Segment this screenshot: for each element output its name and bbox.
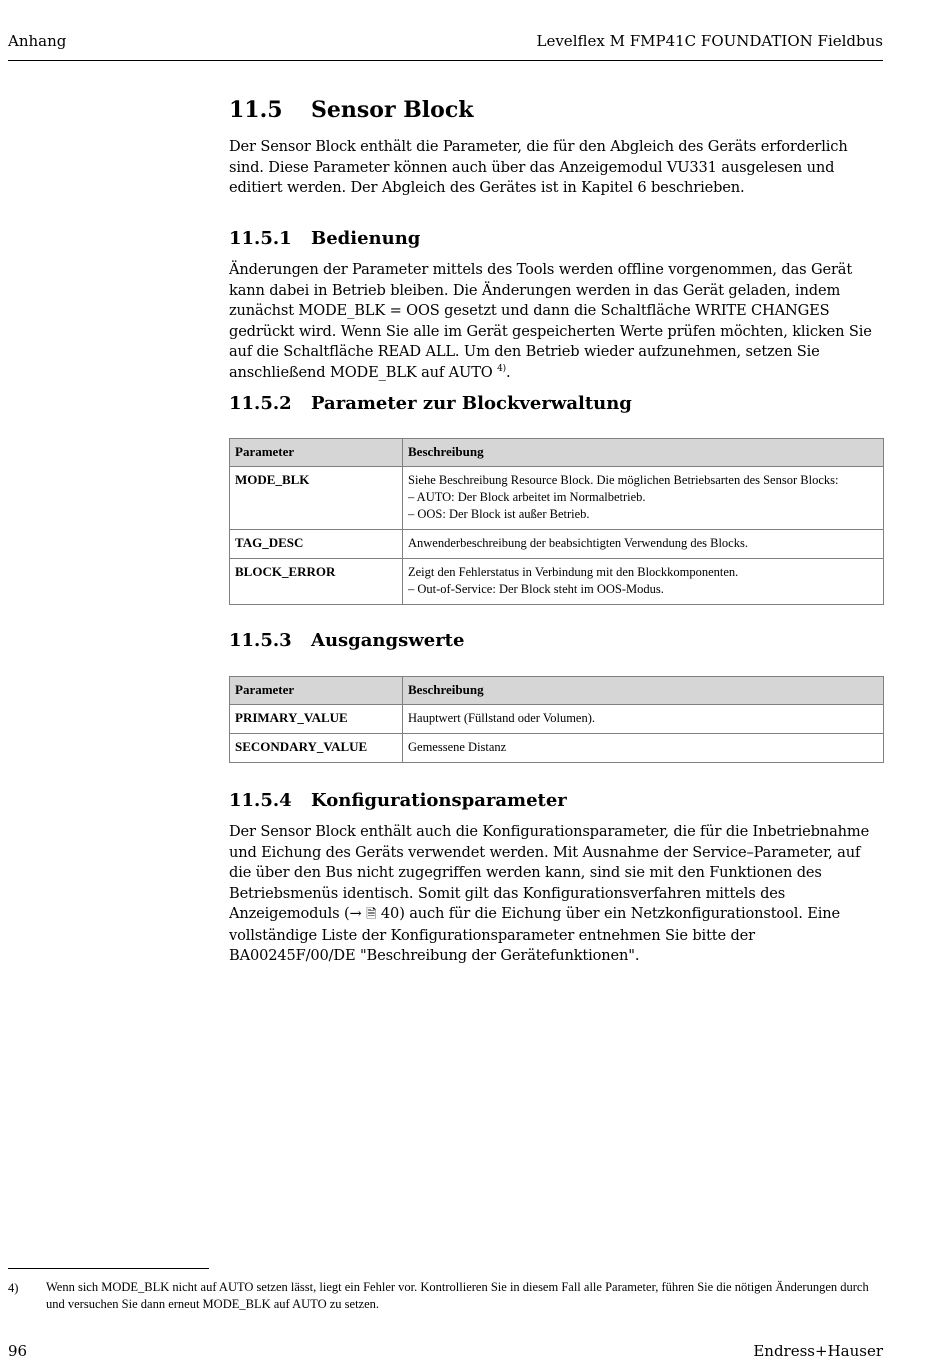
param-name: TAG_DESC bbox=[230, 530, 403, 559]
param-description: Hauptwert (Füllstand oder Volumen). bbox=[403, 705, 884, 734]
param-name: PRIMARY_VALUE bbox=[230, 705, 403, 734]
col-parameter-header: Parameter bbox=[230, 439, 403, 467]
sub3-number: 11.5.3 bbox=[229, 630, 292, 651]
table-row bbox=[230, 705, 884, 734]
header-section-label: Anhang bbox=[8, 32, 67, 50]
sub4-text-b: ) auch für die Eichung über ein Netzkonfigurationstool. Eine vollständige Liste der Konfigurationsparameter entnehmen Sie bitte der BA00245F/00/DE "Beschreibung der Gerätefunktionen". bbox=[229, 905, 840, 964]
sub3-heading bbox=[229, 630, 464, 651]
param-description-text: Siehe Beschreibung Resource Block. Die möglichen Betriebsarten des Sensor Blocks: bbox=[408, 473, 839, 487]
param-name: MODE_BLK bbox=[230, 467, 403, 530]
param-description bbox=[403, 559, 884, 605]
col-description-header: Beschreibung bbox=[403, 677, 884, 705]
table-header-row bbox=[230, 439, 884, 467]
sub1-heading bbox=[229, 228, 420, 249]
page-reference[interactable]: 40 bbox=[380, 905, 400, 922]
table-header-row bbox=[230, 677, 884, 705]
sub3-title: Ausgangswerte bbox=[311, 630, 465, 651]
sub4-text-a: Der Sensor Block enthält auch die Konfigurationsparameter, die für die Inbetriebnahme und Eichung des Geräts verwendet werden. Mit Ausnahme der Service–Parameter, auf die über den Bus nicht zugegriffen werden kann, sind sie mit den Funktionen des Betriebsmenüs identisch. Somit gilt das Konfigurationsverfahren mittels des Anzeigemoduls (→ bbox=[229, 823, 870, 922]
footnote-text: Wenn sich MODE_BLK nicht auf AUTO setzen lässt, liegt ein Fehler vor. Kontrollieren Sie in diesem Fall alle Parameter, führen Sie die nötigen Änderungen durch und versuchen Sie dann erneut MODE_BLK auf AUTO zu setzen. bbox=[46, 1280, 869, 1311]
section-title: Sensor Block bbox=[311, 97, 474, 123]
header-rule bbox=[8, 60, 883, 61]
list-item: – Out-of-Service: Der Block steht im OOS-Modus. bbox=[408, 582, 664, 596]
sub1-paragraph bbox=[229, 260, 883, 383]
table-row bbox=[230, 559, 884, 605]
param-description bbox=[403, 467, 884, 530]
param-description: Anwenderbeschreibung der beabsichtigten Verwendung des Blocks. bbox=[403, 530, 884, 559]
param-description: Gemessene Distanz bbox=[403, 734, 884, 763]
sub4-heading bbox=[229, 790, 567, 811]
sub1-title: Bedienung bbox=[311, 228, 421, 249]
sub1-text: Änderungen der Parameter mittels des Tools werden offline vorgenommen, das Gerät kann dabei in Betrieb bleiben. Die Änderungen werden in das Gerät geladen, indem zunächst MODE_BLK = OOS gesetzt und dann die Schaltfläche WRITE CHANGES gedrückt wird. Wenn Sie alle im Gerät gespeicherten Werte prüfen möchten, klicken Sie auf die Schaltfläche READ ALL. Um den Betrieb wieder aufzunehmen, setzen Sie anschließend MODE_BLK auf AUTO bbox=[229, 261, 872, 381]
sub2-heading bbox=[229, 393, 632, 414]
table-row bbox=[230, 734, 884, 763]
table-row bbox=[230, 467, 884, 530]
col-parameter-header: Parameter bbox=[230, 677, 403, 705]
param-name: SECONDARY_VALUE bbox=[230, 734, 403, 763]
section-intro: Der Sensor Block enthält die Parameter, die für den Abgleich des Geräts erforderlich sind. Diese Parameter können auch über das Anzeigemodul VU331 ausgelesen und editiert werden. Der Abgleich des Gerätes ist in Kapitel 6 beschrieben. bbox=[229, 138, 848, 196]
sub1-number: 11.5.1 bbox=[229, 228, 292, 249]
sub1-text-end: . bbox=[506, 363, 511, 381]
page-number: 96 bbox=[8, 1342, 28, 1360]
footnote-reference[interactable]: 4) bbox=[497, 363, 507, 374]
footnote-rule bbox=[8, 1268, 209, 1269]
list-item: – AUTO: Der Block arbeitet im Normalbetrieb. bbox=[408, 490, 646, 504]
footer-brand: Endress+Hauser bbox=[753, 1342, 883, 1360]
list-item: – OOS: Der Block ist außer Betrieb. bbox=[408, 507, 590, 521]
block-management-table bbox=[229, 438, 884, 605]
sub2-number: 11.5.2 bbox=[229, 393, 292, 414]
sub4-number: 11.5.4 bbox=[229, 790, 292, 811]
output-values-table bbox=[229, 676, 884, 763]
param-description-text: Zeigt den Fehlerstatus in Verbindung mit den Blockkomponenten. bbox=[408, 565, 739, 579]
sub4-title: Konfigurationsparameter bbox=[311, 790, 567, 811]
param-name: BLOCK_ERROR bbox=[230, 559, 403, 605]
section-heading bbox=[229, 97, 473, 123]
section-number: 11.5 bbox=[229, 97, 283, 123]
sub2-title: Parameter zur Blockverwaltung bbox=[311, 393, 632, 414]
col-description-header: Beschreibung bbox=[403, 439, 884, 467]
sub4-paragraph bbox=[229, 822, 883, 967]
header-product-title: Levelflex M FMP41C FOUNDATION Fieldbus bbox=[536, 32, 883, 50]
document-icon: 🗎 bbox=[366, 907, 377, 922]
footnote-number: 4) bbox=[8, 1281, 19, 1295]
table-row bbox=[230, 530, 884, 559]
